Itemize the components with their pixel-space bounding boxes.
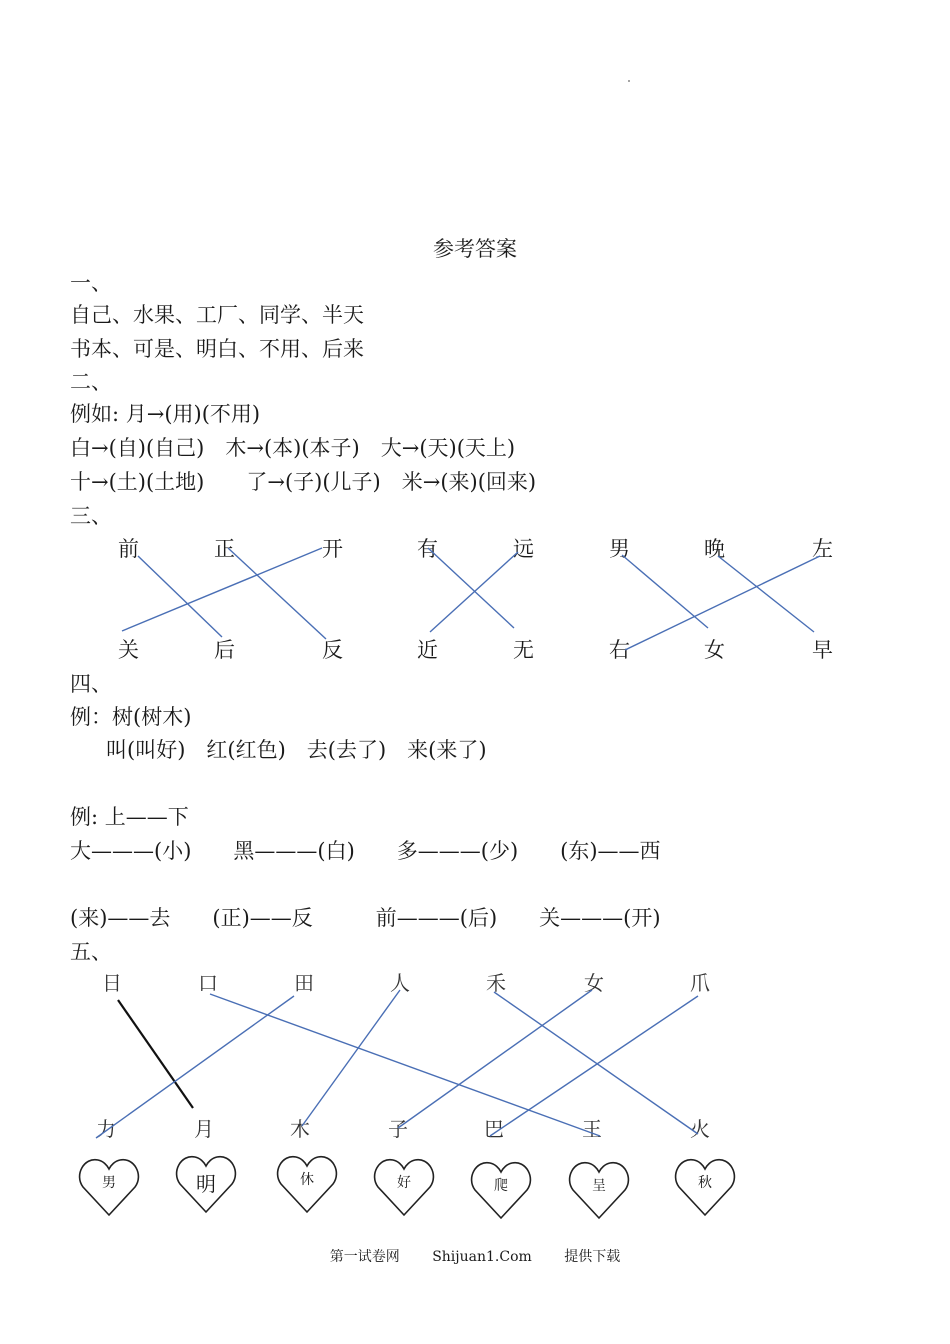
match-line: [490, 996, 698, 1136]
footer-site-url[interactable]: Shijuan1.Com: [432, 1249, 532, 1265]
section4-heading: 四、: [70, 672, 112, 696]
match-line: [622, 555, 708, 628]
match-line: [625, 556, 820, 650]
footer-site-name: 第一试卷网: [329, 1249, 400, 1265]
match-line: [718, 556, 814, 632]
heart-label: 休: [300, 1172, 314, 1188]
match-line: [96, 996, 294, 1141]
heart-label: 明: [196, 1172, 216, 1196]
radical-char: 口: [198, 971, 218, 995]
radical-char: 爪: [690, 971, 710, 995]
component-char: 木: [290, 1117, 310, 1141]
section2-line3: 十→(土)(土地) 了→(子)(儿子) 米→(来)(回来): [70, 470, 537, 494]
page-title: 参考答案: [433, 237, 517, 261]
match-char: 晚: [704, 537, 725, 561]
match-char: 反: [322, 638, 343, 662]
match-char: 关: [118, 638, 139, 662]
match-char: 左: [812, 537, 833, 561]
match-char: 后: [214, 638, 235, 662]
match-char: 近: [417, 638, 438, 662]
section1-line2: 书本、可是、明白、不用、后来: [70, 337, 364, 361]
match-char: 男: [609, 537, 630, 561]
component-char: 火: [690, 1117, 710, 1141]
component-char: 子: [388, 1117, 408, 1141]
component-char: 王: [582, 1117, 602, 1141]
match-line: [138, 556, 222, 637]
section4-line1: 例：树(树木): [70, 705, 192, 729]
component-char: 巴: [484, 1117, 504, 1141]
radical-char: 禾: [486, 971, 506, 995]
section4-line3: 例: 上——下: [70, 805, 189, 829]
heart-label: 好: [397, 1175, 411, 1191]
match-line: [228, 548, 326, 639]
radical-char: 人: [390, 971, 410, 995]
heart-label: 男: [102, 1175, 116, 1191]
section1-heading: 一、: [70, 271, 112, 295]
match-char: 女: [704, 638, 725, 662]
section2-line2: 白→(自)(自己) 木→(本)(本子) 大→(天)(天上): [70, 436, 516, 460]
match-char: 早: [812, 638, 833, 662]
radical-char: 日: [102, 971, 122, 995]
section4-line5: (来)——去 (正)——反 前———(后) 关———(开): [70, 906, 661, 930]
footer: [0, 1246, 950, 1266]
section3-heading: 三、: [70, 504, 112, 528]
match-char: 右: [609, 638, 630, 662]
radical-char: 女: [584, 971, 604, 995]
match-line: [428, 548, 514, 628]
section2-line1: 例如: 月→(用)(不用): [70, 402, 261, 426]
radical-char: 田: [294, 971, 314, 995]
match-char: 远: [513, 537, 534, 561]
match-char: 正: [214, 537, 235, 561]
section2-heading: 二、: [70, 370, 112, 394]
component-char: 力: [96, 1117, 116, 1141]
match-char: 无: [513, 638, 534, 662]
heart-label: 呈: [592, 1178, 606, 1194]
component-char: 月: [194, 1117, 214, 1141]
match-char: 开: [322, 537, 343, 561]
match-line: [210, 994, 600, 1136]
footer-download-text: 提供下载: [564, 1249, 621, 1265]
match-line: [118, 1000, 193, 1108]
heart-label: 秋: [698, 1175, 712, 1191]
section4-line2: 叫(叫好) 红(红色) 去(去了) 来(来了): [106, 738, 487, 762]
section5-heading: 五、: [70, 940, 112, 964]
section1-line1: 自己、水果、工厂、同学、半天: [70, 303, 364, 327]
match-char: 前: [118, 537, 139, 561]
section4-line4: 大———(小) 黑———(白) 多———(少) (东)——西: [70, 839, 661, 863]
heart-label: 爬: [494, 1178, 508, 1194]
match-char: 有: [417, 537, 438, 561]
match-line: [122, 548, 322, 631]
match-line: [398, 990, 592, 1128]
